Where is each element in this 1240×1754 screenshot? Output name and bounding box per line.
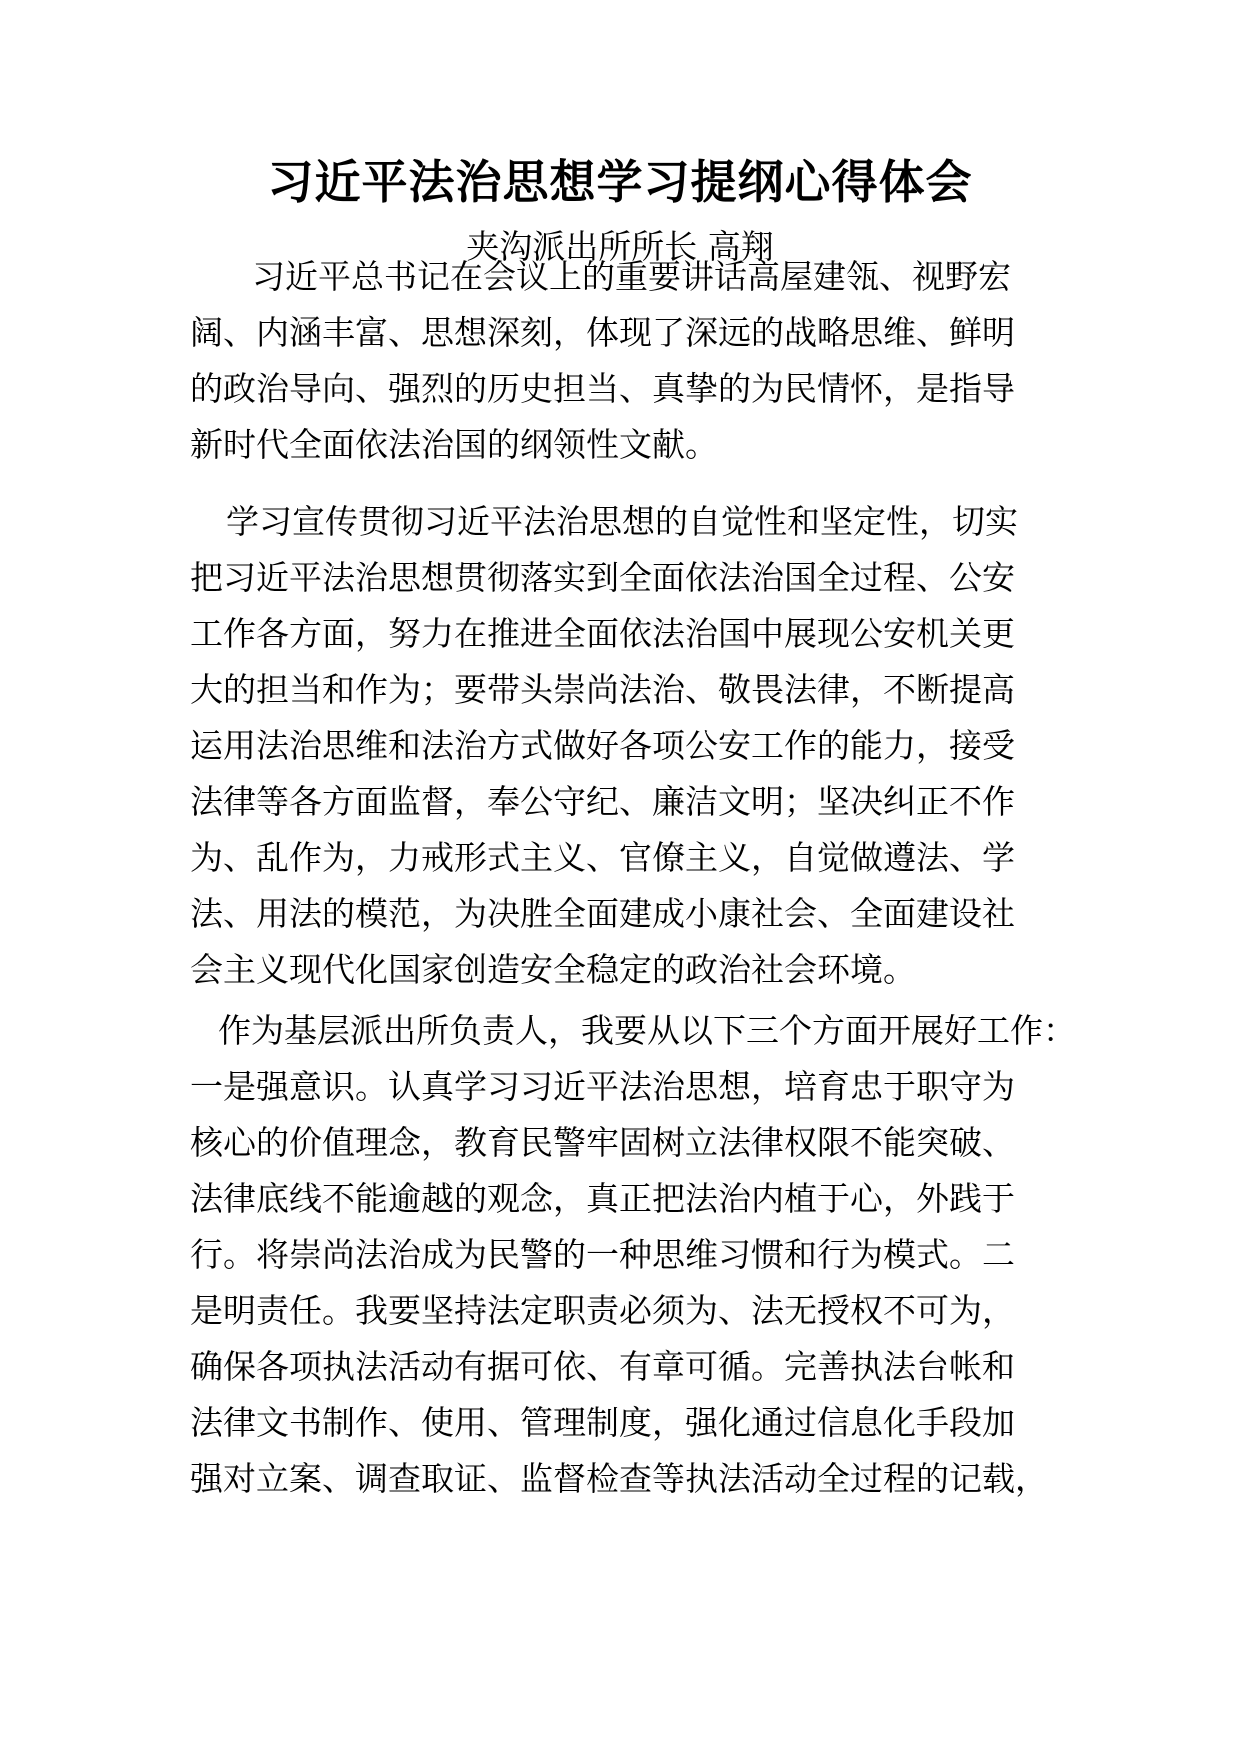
document-title: 习近平法治思想学习提纲心得体会 — [267, 155, 973, 209]
text-line: 确保各项执法活动有据可依、有章可循。完善执法台帐和 — [190, 1347, 1015, 1386]
text-line: 习近平总书记在会议上的重要讲话高屋建瓴、视野宏 — [252, 257, 1011, 296]
text-line: 行。将崇尚法治成为民警的一种思维习惯和行为模式。二 — [190, 1235, 1015, 1274]
text-line: 法律等各方面监督，奉公守纪、廉洁文明；坚决纠正不作 — [190, 782, 1015, 821]
text-line: 新时代全面依法治国的纲领性文献。 — [190, 425, 718, 464]
text-line: 大的担当和作为；要带头崇尚法治、敬畏法律，不断提高 — [190, 670, 1015, 709]
text-line: 阔、内涵丰富、思想深刻，体现了深远的战略思维、鲜明 — [190, 313, 1015, 352]
text-line: 核心的价值理念，教育民警牢固树立法律权限不能突破、 — [190, 1123, 1015, 1162]
text-line: 作为基层派出所负责人，我要从以下三个方面开展好工作： — [218, 1011, 1076, 1050]
text-line: 法律文书制作、使用、管理制度，强化通过信息化手段加 — [190, 1403, 1015, 1442]
text-line: 运用法治思维和法治方式做好各项公安工作的能力，接受 — [190, 726, 1015, 765]
text-line: 是明责任。我要坚持法定职责必须为、法无授权不可为， — [190, 1291, 1015, 1330]
text-line: 一是强意识。认真学习习近平法治思想，培育忠于职守为 — [190, 1067, 1015, 1106]
text-line: 强对立案、调查取证、监督检查等执法活动全过程的记载， — [190, 1459, 1048, 1498]
text-line: 会主义现代化国家创造安全稳定的政治社会环境。 — [190, 950, 916, 989]
document-author: 夹沟派出所所长 高翔 — [466, 227, 774, 266]
text-line: 工作各方面，努力在推进全面依法治国中展现公安机关更 — [190, 614, 1015, 653]
text-line: 法律底线不能逾越的观念，真正把法治内植于心，外践于 — [190, 1179, 1015, 1218]
text-line: 的政治导向、强烈的历史担当、真挚的为民情怀，是指导 — [190, 369, 1015, 408]
text-line: 把习近平法治思想贯彻落实到全面依法治国全过程、公安 — [190, 558, 1015, 597]
text-line: 法、用法的模范，为决胜全面建成小康社会、全面建设社 — [190, 894, 1015, 933]
text-line: 学习宣传贯彻习近平法治思想的自觉性和坚定性，切实 — [226, 502, 1018, 541]
text-line: 为、乱作为，力戒形式主义、官僚主义，自觉做遵法、学 — [190, 838, 1015, 877]
